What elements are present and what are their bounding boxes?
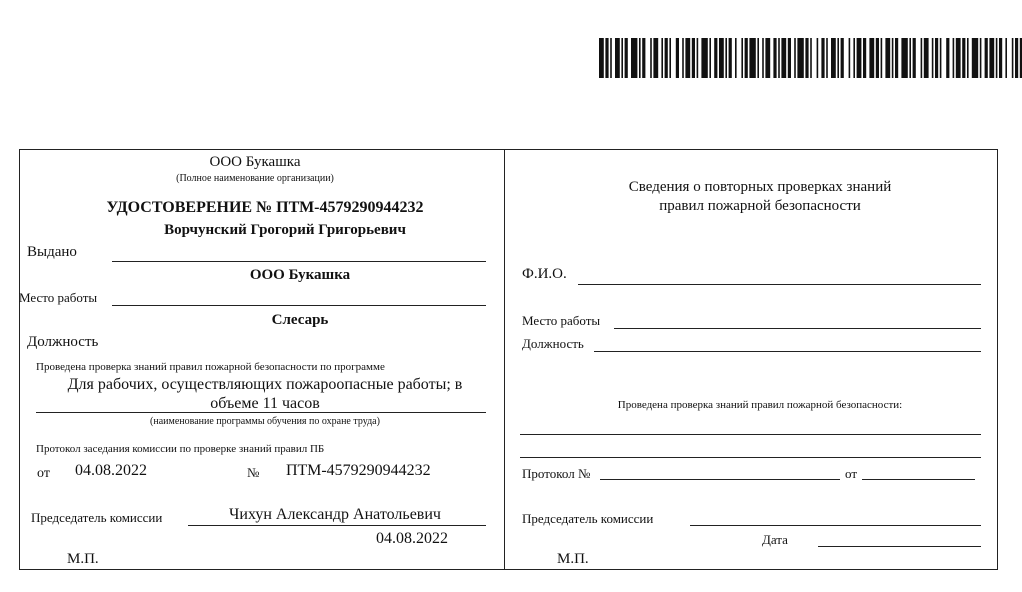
barcode-bar [692, 38, 695, 78]
check-text: Проведена проверка знаний правил пожарной безопасности по программе [36, 361, 385, 373]
barcode-bar [857, 38, 862, 78]
barcode-bar [821, 38, 824, 78]
certificate-title: УДОСТОВЕРЕНИЕ № ПТМ-4579290944232 [106, 199, 424, 216]
barcode-bar [599, 38, 604, 78]
fio-line [578, 284, 981, 285]
right-check-text: Проведена проверка знаний правил пожарной безопасности: [617, 399, 903, 411]
barcode-bar [725, 38, 727, 78]
barcode-bar [714, 38, 717, 78]
card-divider [504, 149, 505, 570]
program-line-2: объеме 11 часов [210, 395, 320, 412]
right-date-line [818, 546, 981, 547]
org-name: ООО Букашка [209, 154, 301, 170]
from-label: от [37, 466, 50, 481]
position-value: Слесарь [271, 312, 329, 328]
barcode-bar [682, 38, 684, 78]
number-label: № [247, 465, 260, 480]
barcode-bar [953, 38, 955, 78]
barcode-bar [729, 38, 732, 78]
barcode-bar [989, 38, 994, 78]
right-protocol-line [600, 479, 840, 480]
barcode-bar [765, 38, 770, 78]
program-line [36, 412, 486, 413]
barcode-bar [762, 38, 764, 78]
program-caption: (наименование программы обучения по охране труда) [150, 416, 380, 427]
chairman-name: Чихун Александр Анатольевич [229, 506, 441, 523]
barcode-bar [817, 38, 819, 78]
barcode-bar [621, 38, 623, 78]
barcode-bar [876, 38, 879, 78]
right-program-line-1 [520, 434, 981, 435]
right-program-line-2 [520, 457, 981, 458]
barcode-bar [913, 38, 916, 78]
barcode-bar [615, 38, 620, 78]
barcode-bar [709, 38, 711, 78]
protocol-date: 04.08.2022 [75, 462, 147, 479]
barcode-bar [892, 38, 894, 78]
barcode-bar [849, 38, 851, 78]
barcode-bar [665, 38, 668, 78]
barcode-bar [1012, 38, 1014, 78]
barcode-bar [837, 38, 839, 78]
barcode-bar [661, 38, 663, 78]
barcode-bar [932, 38, 934, 78]
barcode-bar [773, 38, 776, 78]
barcode-bar [669, 38, 671, 78]
barcode-bar [639, 38, 641, 78]
stamp-label: М.П. [67, 551, 99, 567]
barcode-bar [605, 38, 608, 78]
barcode-bar [697, 38, 699, 78]
barcode-bar [901, 38, 907, 78]
chairman-line [188, 525, 486, 526]
barcode-bar [685, 38, 690, 78]
barcode-bar [946, 38, 949, 78]
barcode-bar [745, 38, 748, 78]
right-stamp-label: М.П. [557, 551, 589, 567]
barcode-bar [797, 38, 803, 78]
barcode-bar [972, 38, 978, 78]
barcode-bar [996, 38, 998, 78]
barcode-bar [650, 38, 652, 78]
workplace-line [112, 305, 486, 306]
org-caption: (Полное наименование организации) [176, 173, 334, 184]
issued-label: Выдано [27, 244, 77, 260]
protocol-text: Протокол заседания комиссии по проверке знаний правил ПБ [36, 443, 325, 455]
barcode-bar [885, 38, 890, 78]
right-chairman-line [690, 525, 981, 526]
barcode-bar [924, 38, 929, 78]
barcode-bar [653, 38, 658, 78]
barcode-bar [831, 38, 836, 78]
barcode-bar [810, 38, 812, 78]
fio-label: Ф.И.О. [522, 266, 567, 282]
barcode-bar [940, 38, 942, 78]
person-name: Ворчунский Грогорий Григорьевич [164, 222, 406, 238]
right-protocol-label: Протокол № [522, 466, 591, 481]
barcode [599, 38, 1022, 78]
barcode-bar [869, 38, 874, 78]
barcode-bar [909, 38, 911, 78]
barcode-bar [967, 38, 969, 78]
sign-date: 04.08.2022 [376, 530, 448, 547]
program-line-1: Для рабочих, осуществляющих пожароопасные работы; в [67, 376, 463, 393]
barcode-bar [853, 38, 855, 78]
barcode-bar [676, 38, 679, 78]
barcode-bar [881, 38, 883, 78]
barcode-bar [741, 38, 743, 78]
barcode-bar [749, 38, 755, 78]
barcode-bar [1015, 38, 1018, 78]
right-title-line-2: правил пожарной безопасности [659, 198, 861, 214]
barcode-bar [921, 38, 923, 78]
position-label: Должность [27, 334, 99, 350]
barcode-bar [642, 38, 645, 78]
barcode-bar [805, 38, 808, 78]
right-from-line [862, 479, 975, 480]
barcode-bar [794, 38, 796, 78]
barcode-bar [863, 38, 866, 78]
barcode-bar [826, 38, 828, 78]
barcode-bar [962, 38, 965, 78]
barcode-bar [610, 38, 612, 78]
barcode-bar [841, 38, 844, 78]
barcode-bar [999, 38, 1002, 78]
barcode-bar [631, 38, 637, 78]
barcode-bar [788, 38, 791, 78]
barcode-bar [757, 38, 759, 78]
barcode-bar [625, 38, 628, 78]
barcode-bar [980, 38, 982, 78]
barcode-bar [701, 38, 707, 78]
barcode-bar [985, 38, 988, 78]
barcode-bar [895, 38, 898, 78]
barcode-bar [719, 38, 724, 78]
barcode-bar [956, 38, 961, 78]
protocol-number: ПТМ-4579290944232 [286, 462, 431, 479]
workplace-label: Место работы [19, 290, 98, 305]
right-date-label: Дата [762, 532, 788, 547]
barcode-bar [735, 38, 737, 78]
right-position-label: Должность [522, 336, 584, 351]
barcode-bar [935, 38, 938, 78]
barcode-bar [778, 38, 780, 78]
barcode-bar [781, 38, 786, 78]
right-title-line-1: Сведения о повторных проверках знаний [628, 179, 892, 195]
chairman-label: Председатель комиссии [31, 510, 163, 525]
issued-line [112, 261, 486, 262]
right-workplace-line [614, 328, 981, 329]
workplace-value: ООО Букашка [249, 267, 351, 283]
right-chairman-label: Председатель комиссии [522, 511, 654, 526]
right-position-line [594, 351, 981, 352]
right-workplace-label: Место работы [522, 313, 601, 328]
right-from-label: от [845, 466, 858, 481]
barcode-bar [1005, 38, 1007, 78]
